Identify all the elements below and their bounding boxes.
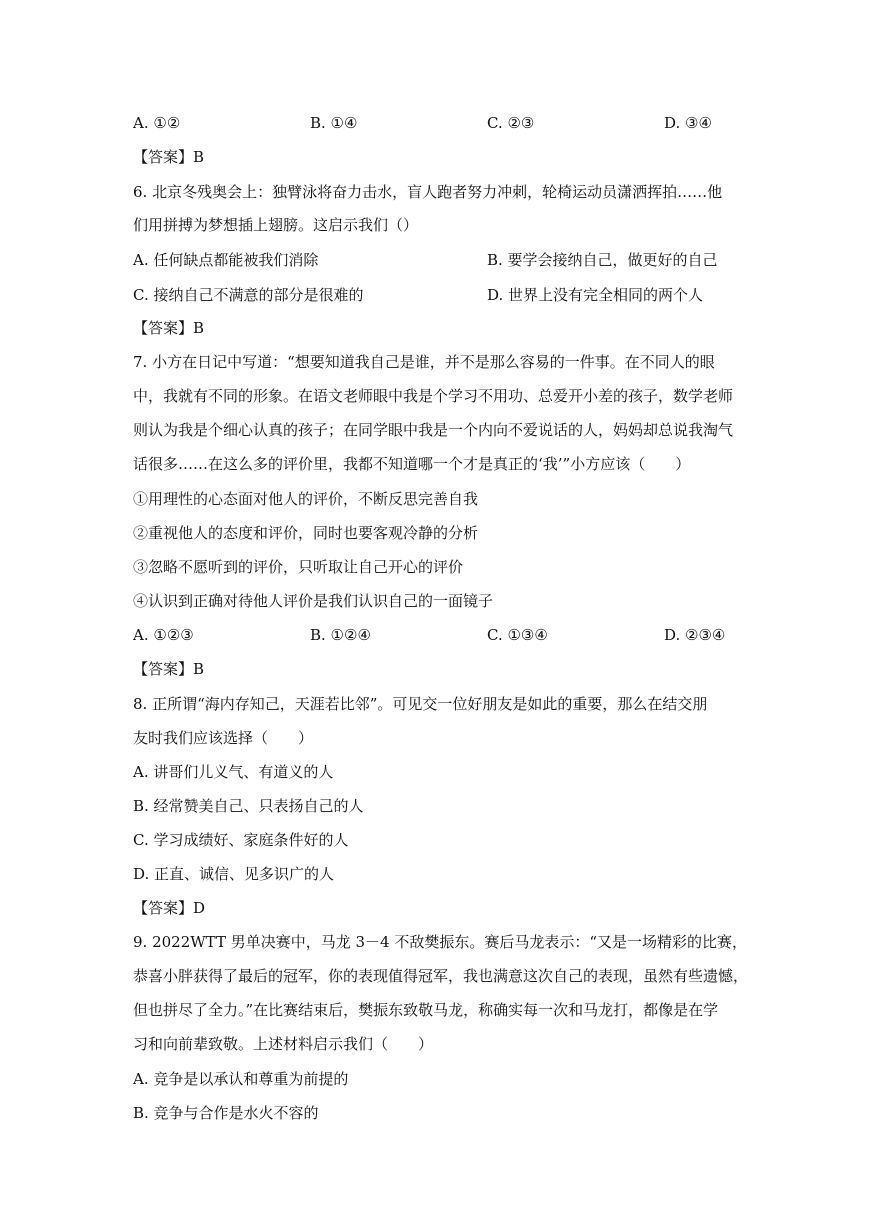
q7-statement: ③忽略不愿听到的评价，只听取让自己开心的评价 — [133, 558, 464, 576]
q6-option-b: B. 要学会接纳自己，做更好的自己 — [487, 251, 718, 269]
q5-option-b: B. ①④ — [310, 114, 358, 132]
q5-answer: 【答案】B — [133, 148, 205, 166]
q6-stem-line: 6. 北京冬残奥会上：独臂泳将奋力击水，盲人跑者努力冲刺，轮椅运动员潇洒挥拍……他 — [133, 183, 723, 201]
q6-stem-line: 们用拼搏为梦想插上翅膀。这启示我们（） — [133, 216, 419, 234]
q5-option-d: D. ③④ — [664, 114, 712, 132]
q6-option-a: A. 任何缺点都能被我们消除 — [133, 251, 319, 269]
q9-option-b: B. 竞争与合作是水火不容的 — [133, 1104, 319, 1122]
q8-stem-line: 8. 正所谓“海内存知己，天涯若比邻”。可见交一位好朋友是如此的重要，那么在结交朋 — [133, 695, 708, 713]
q7-statement: ①用理性的心态面对他人的评价，不断反思完善自我 — [133, 490, 479, 508]
q7-stem-line: 中，我就有不同的形象。在语文老师眼中我是个学习不用功、总爱开小差的孩子，数学老师 — [133, 387, 734, 405]
q8-answer: 【答案】D — [133, 899, 206, 917]
q6-option-c: C. 接纳自己不满意的部分是很难的 — [133, 286, 364, 304]
q8-stem-line: 友时我们应该选择（ ） — [133, 729, 314, 747]
q6-answer: 【答案】B — [133, 319, 205, 337]
q7-statement: ④认识到正确对待他人评价是我们认识自己的一面镜子 — [133, 592, 494, 610]
q9-stem-line: 恭喜小胖获得了最后的冠军，你的表现值得冠军，我也满意这次自己的表现，虽然有些遗憾， — [133, 967, 749, 985]
q9-stem-line: 9. 2022WTT 男单决赛中，马龙 3－4 不敌樊振东。赛后马龙表示：“又是一场精彩的比赛， — [133, 933, 748, 951]
q7-stem-line: 则认为我是个细心认真的孩子；在同学眼中我是一个内向不爱说话的人，妈妈却总说我淘气 — [133, 421, 734, 439]
q7-answer: 【答案】B — [133, 660, 205, 678]
q8-option-c: C. 学习成绩好、家庭条件好的人 — [133, 831, 349, 849]
q7-option-d: D. ②③④ — [664, 626, 726, 644]
q7-stem-line: 7. 小方在日记中写道：“想要知道我自己是谁，并不是那么容易的一件事。在不同人的眼 — [133, 353, 715, 371]
q7-statement: ②重视他人的态度和评价，同时也要客观冷静的分析 — [133, 524, 479, 542]
q7-option-b: B. ①②④ — [310, 626, 371, 644]
q8-option-d: D. 正直、诚信、见多识广的人 — [133, 865, 335, 883]
q8-option-a: A. 讲哥们儿义气、有道义的人 — [133, 763, 334, 781]
q7-stem-line: 话很多……在这么多的评价里，我都不知道哪一个才是真正的‘我’”小方应该（ ） — [133, 455, 691, 473]
q8-option-b: B. 经常赞美自己、只表扬自己的人 — [133, 797, 364, 815]
q9-stem-line: 习和向前辈致敬。上述材料启示我们（ ） — [133, 1035, 434, 1053]
q5-option-a: A. ①② — [133, 114, 181, 132]
q9-option-a: A. 竞争是以承认和尊重为前提的 — [133, 1070, 349, 1088]
q5-option-c: C. ②③ — [487, 114, 535, 132]
q9-stem-line: 但也拼尽了全力。”在比赛结束后，樊振东致敬马龙，称确实每一次和马龙打，都像是在学 — [133, 1001, 719, 1019]
q7-option-c: C. ①③④ — [487, 626, 548, 644]
q7-option-a: A. ①②③ — [133, 626, 194, 644]
q6-option-d: D. 世界上没有完全相同的两个人 — [487, 286, 704, 304]
